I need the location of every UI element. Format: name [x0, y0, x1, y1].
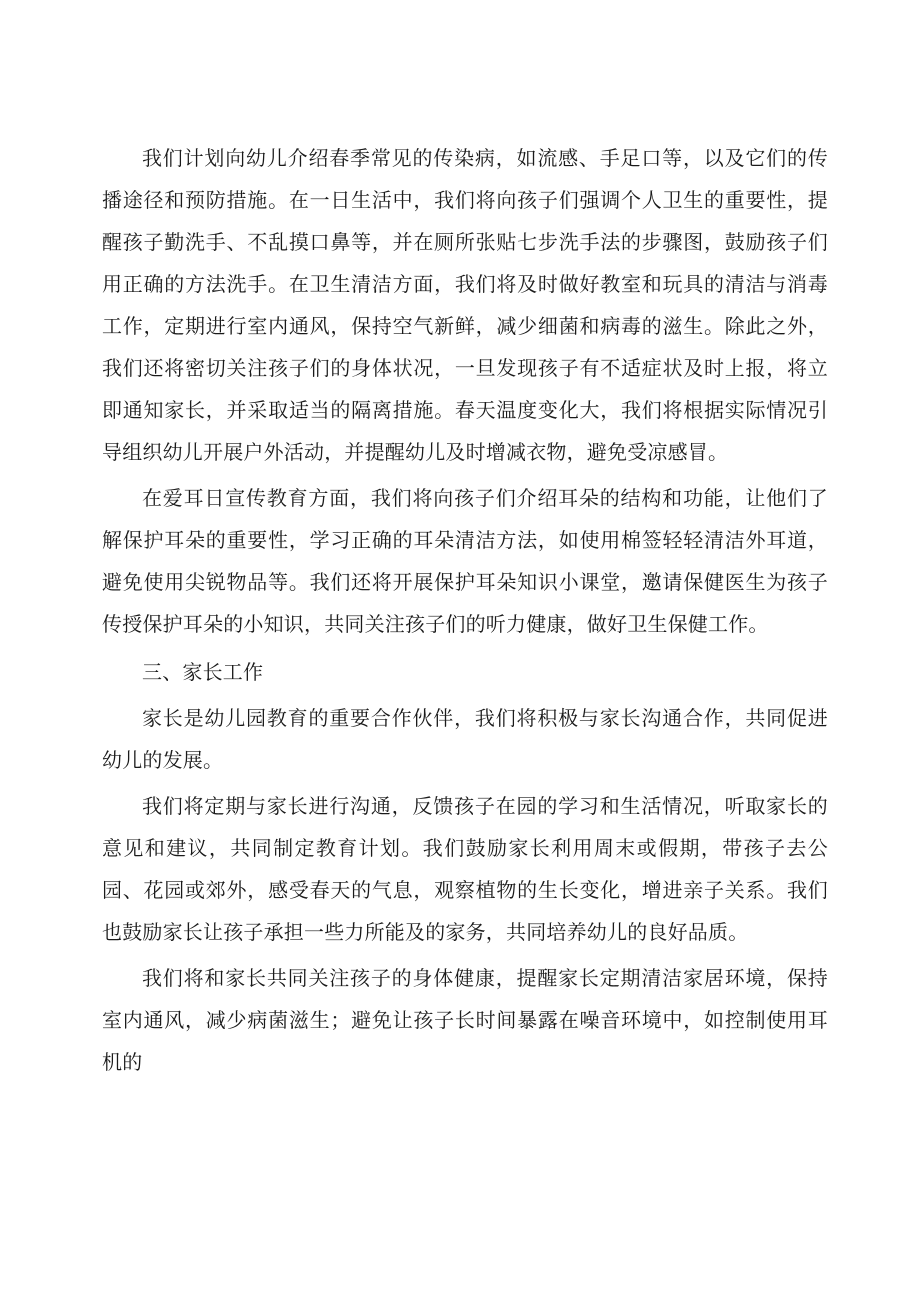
document-body [102, 137, 828, 1083]
paragraph-parent-partnership: 家长是幼儿园教育的重要合作伙伴，我们将积极与家长沟通合作，共同促进幼儿的发展。 [102, 706, 828, 772]
paragraph-infectious-disease-prevention: 我们计划向幼儿介绍春季常见的传染病，如流感、手足口等，以及它们的传播途径和预防措施。在一日生活中，我们将向孩子们强调个人卫生的重要性，提醒孩子勤洗手、不乱摸口鼻等，并在厕所张贴七步洗手法的步骤图，鼓励孩子们用正确的方法洗手。在卫生清洁方面，我们将及时做好教室和玩具的清洁与消毒工作，定期进行室内通风，保持空气新鲜，减少细菌和病毒的滋生。除此之外，我们还将密切关注孩子们的身体状况，一旦发现孩子有不适症状及时上报，将立即通知家长，并采取适当的隔离措施。春天温度变化大，我们将根据实际情况引导组织幼儿开展户外活动，并提醒幼儿及时增减衣物，避免受凉感冒。 [102, 146, 828, 464]
section-heading-parent-work: 三、家长工作 [142, 660, 264, 684]
paragraph-ear-care-day: 在爱耳日宣传教育方面，我们将向孩子们介绍耳朵的结构和功能，让他们了解保护耳朵的重要性，学习正确的耳朵清洁方法，如使用棉签轻轻清洁外耳道，避免使用尖锐物品等。我们还将开展保护耳朵知识小课堂，邀请保健医生为孩子传授保护耳朵的小知识，共同关注孩子们的听力健康，做好卫生保健工作。 [102, 486, 828, 636]
paragraph-child-health: 我们将和家长共同关注孩子的身体健康，提醒家长定期清洁家居环境，保持室内通风，减少病菌滋生；避免让孩子长时间暴露在噪音环境中，如控制使用耳机的 [102, 966, 828, 1074]
paragraph-parent-communication: 我们将定期与家长进行沟通，反馈孩子在园的学习和生活情况，听取家长的意见和建议，共同制定教育计划。我们鼓励家长利用周末或假期，带孩子去公园、花园或郊外，感受春天的气息，观察植物的生长变化，增进亲子关系。我们也鼓励家长让孩子承担一些力所能及的家务，共同培养幼儿的良好品质。 [102, 794, 828, 944]
